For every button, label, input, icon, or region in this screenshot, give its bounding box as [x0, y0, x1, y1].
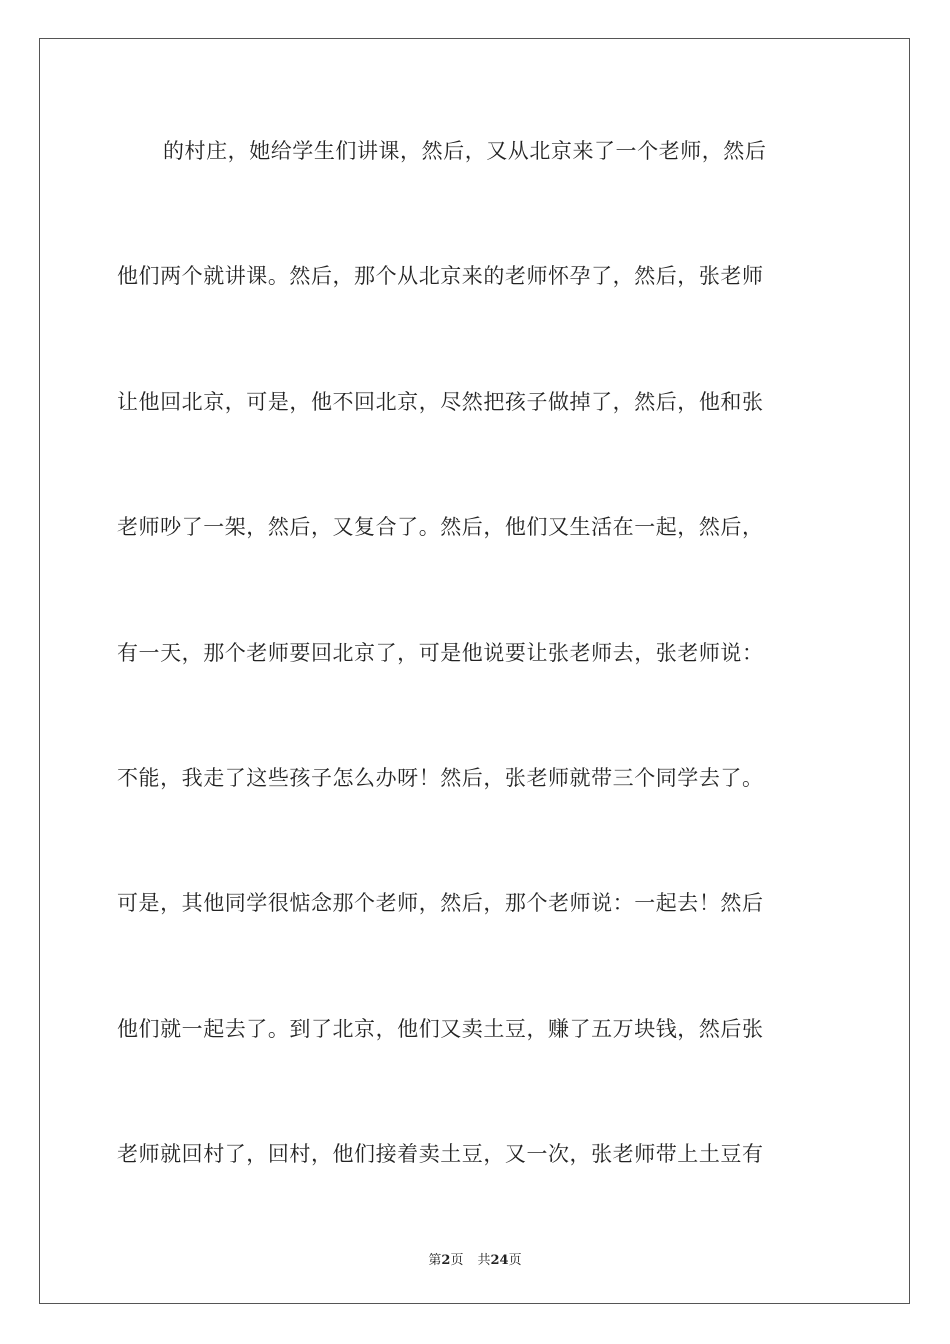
- total-prefix: 共: [477, 1253, 491, 1268]
- body-text: [117, 125, 837, 1254]
- total-suffix: 页: [508, 1253, 522, 1268]
- text-line: 他们两个就讲课。然后，那个从北京来的老师怀孕了，然后，张老师: [117, 264, 764, 289]
- text-line: 老师就回村了，回村，他们接着卖土豆，又一次，张老师带上土豆有: [117, 1142, 764, 1167]
- page-suffix: 页: [450, 1253, 464, 1268]
- page-footer: [0, 1249, 950, 1268]
- total-pages: 24: [490, 1253, 509, 1268]
- text-line: 不能，我走了这些孩子怎么办呀！然后，张老师就带三个同学去了。: [117, 765, 764, 790]
- page-prefix: 第: [428, 1253, 442, 1268]
- text-line: 老师吵了一架，然后，又复合了。然后，他们又生活在一起，然后，: [117, 515, 764, 540]
- text-line: 他们就一起去了。到了北京，他们又卖土豆，赚了五万块钱，然后张: [117, 1016, 764, 1041]
- text-line: 让他回北京，可是，他不回北京，尽然把孩子做掉了，然后，他和张: [117, 389, 764, 414]
- text-line: 的村庄，她给学生们讲课，然后，又从北京来了一个老师，然后: [163, 139, 767, 163]
- text-line: 有一天，那个老师要回北京了，可是他说要让张老师去，张老师说：: [117, 640, 764, 665]
- page-number: 2: [441, 1253, 451, 1268]
- text-line: 可是，其他同学很惦念那个老师，然后，那个老师说：一起去！然后: [117, 891, 764, 916]
